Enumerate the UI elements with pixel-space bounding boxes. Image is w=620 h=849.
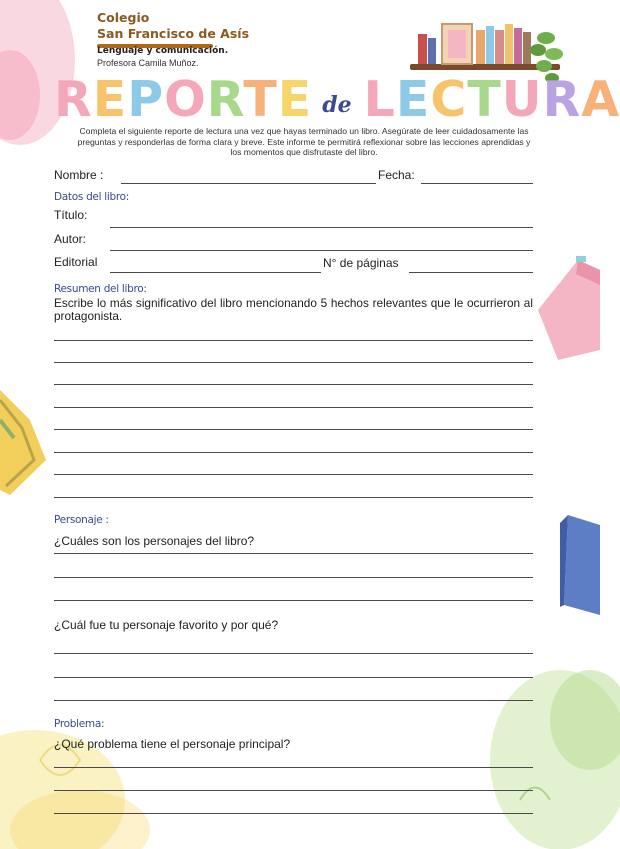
title-letter: U — [501, 71, 543, 128]
favorito-answer-line[interactable] — [54, 677, 533, 678]
pink-book-icon — [538, 250, 600, 360]
blue-book-icon — [560, 515, 600, 615]
title-letter: E — [277, 71, 313, 128]
title-letter: R — [54, 71, 93, 128]
personajes-answer-line[interactable] — [54, 553, 533, 554]
subject: Lenguaje y comunicación. — [97, 46, 229, 56]
intro-text: Completa el siguiente reporte de lectura una vez que hayas terminado un libro. Asegúrate de leer cuidadosamente las preguntas y responderlas de forma clara y breve. Este informe te permitirá reflexionar sobre las lecciones aprendidas y los momentos que disfrutaste del libro. — [77, 126, 531, 157]
resumen-answer-line[interactable] — [54, 429, 533, 430]
school-line2: San Francisco de Asís — [97, 26, 250, 41]
problema-answer-line[interactable] — [54, 767, 533, 768]
resumen-answer-line[interactable] — [54, 497, 533, 498]
editorial-label: Editorial — [54, 255, 98, 269]
resumen-answer-line[interactable] — [54, 407, 533, 408]
title-letter: R — [542, 71, 582, 128]
title-letter: T — [243, 71, 278, 128]
title-letter: R — [206, 71, 244, 128]
resumen-answer-line[interactable] — [54, 452, 533, 453]
title-letter: E — [92, 71, 128, 128]
title-letter: E — [395, 71, 431, 128]
teacher: Profesora Camila Muñoz. — [97, 58, 199, 68]
paginas-label: N° de páginas — [323, 256, 399, 270]
autor-field[interactable] — [110, 250, 533, 251]
editorial-field[interactable] — [110, 272, 321, 273]
title-word-lectura — [363, 71, 620, 128]
fecha-label: Fecha: — [378, 168, 415, 182]
titulo-label: Título: — [54, 208, 88, 222]
title-letter: A — [581, 71, 620, 128]
title-connector: de — [322, 92, 352, 118]
resumen-question: Escribe lo más significativo del libro mencionando 5 hechos relevantes que le ocurrieron al protagonista. — [54, 296, 533, 323]
problema-answer-line[interactable] — [54, 813, 533, 814]
yellow-book-icon — [0, 390, 46, 495]
resumen-answer-line[interactable] — [54, 474, 533, 475]
personajes-answer-line[interactable] — [54, 577, 533, 578]
title-word-reporte — [54, 71, 313, 128]
title-letter: P — [127, 71, 165, 128]
title-letter: T — [467, 71, 502, 128]
section-problema: Problema: — [54, 718, 105, 730]
title-letter: L — [363, 71, 396, 128]
favorito-answer-line[interactable] — [54, 700, 533, 701]
school-name — [97, 10, 249, 42]
problema-answer-line[interactable] — [54, 790, 533, 791]
fecha-field[interactable] — [421, 183, 533, 184]
autor-label: Autor: — [54, 232, 87, 246]
section-personaje: Personaje : — [54, 514, 109, 526]
title-letter: C — [430, 71, 468, 128]
resumen-answer-line[interactable] — [54, 384, 533, 385]
paginas-field[interactable] — [409, 272, 533, 273]
nombre-field[interactable] — [121, 183, 376, 184]
personajes-question: ¿Cuáles son los personajes del libro? — [54, 534, 255, 548]
nombre-label: Nombre : — [54, 168, 104, 182]
school-line1: Colegio — [97, 10, 150, 25]
problema-question: ¿Qué problema tiene el personaje principal? — [54, 737, 291, 751]
section-datos: Datos del libro: — [54, 191, 129, 203]
favorito-answer-line[interactable] — [54, 653, 533, 654]
resumen-answer-line[interactable] — [54, 362, 533, 363]
title-letter: O — [164, 71, 207, 128]
page-title — [54, 70, 620, 126]
favorito-question: ¿Cuál fue tu personaje favorito y por qué? — [54, 618, 279, 632]
section-resumen: Resumen del libro: — [54, 283, 147, 295]
resumen-answer-line[interactable] — [54, 340, 533, 341]
personajes-answer-line[interactable] — [54, 600, 533, 601]
titulo-field[interactable] — [110, 227, 533, 228]
